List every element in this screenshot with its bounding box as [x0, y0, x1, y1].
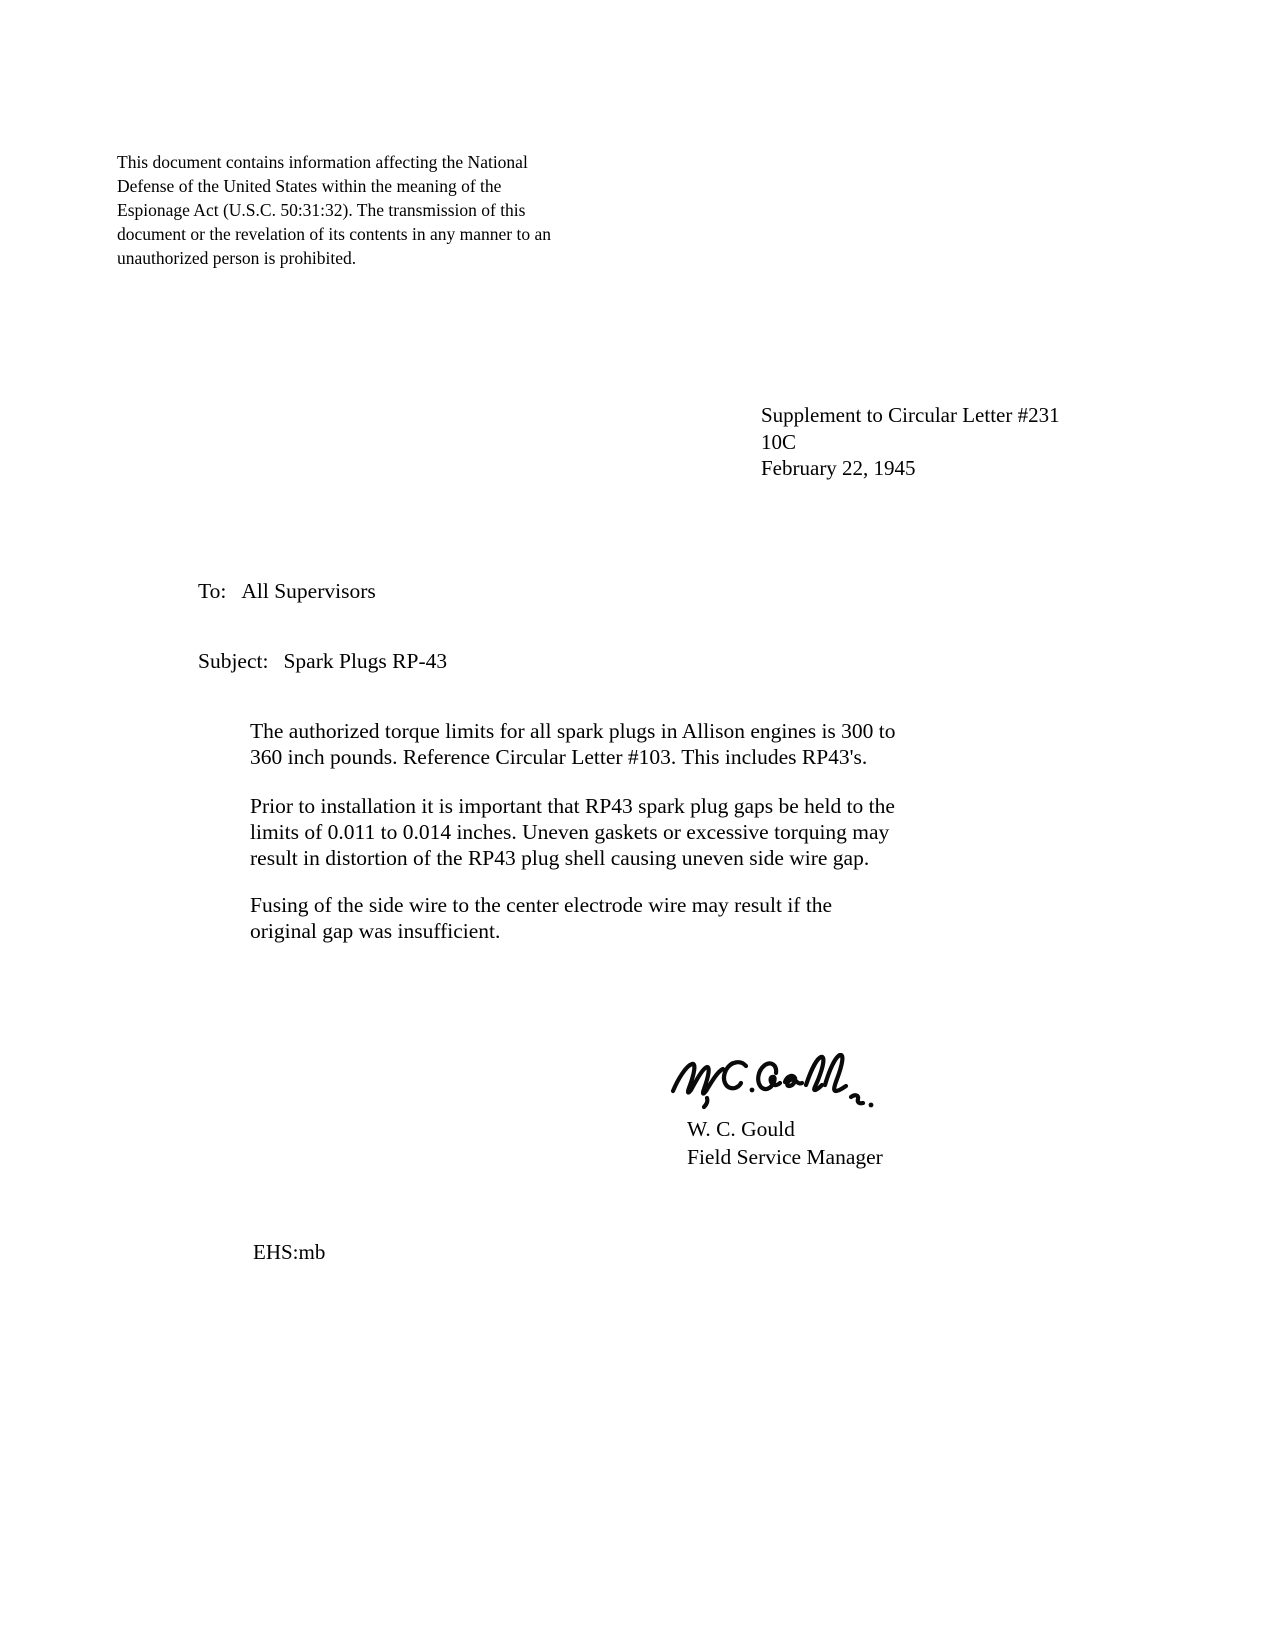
security-notice-line: Defense of the United States within the meaning of the — [117, 176, 502, 196]
to-label: To: — [198, 579, 227, 603]
security-notice-line: Espionage Act (U.S.C. 50:31:32). The transmission of this — [117, 200, 526, 220]
to-line — [198, 579, 376, 604]
body-line: Prior to installation it is important that RP43 spark plug gaps be held to the — [250, 794, 895, 818]
body-line: limits of 0.011 to 0.014 inches. Uneven gaskets or excessive torquing may — [250, 820, 890, 844]
typist-initials: EHS:mb — [253, 1240, 326, 1264]
security-notice-line: unauthorized person is prohibited. — [117, 248, 357, 268]
letter-date: February 22, 1945 — [761, 456, 916, 480]
body-line: 360 inch pounds. Reference Circular Letter #103. This includes RP43's. — [250, 745, 868, 769]
body-line: result in distortion of the RP43 plug shell causing uneven side wire gap. — [250, 846, 870, 870]
reference-block — [761, 402, 1060, 482]
body-line: original gap was insufficient. — [250, 919, 501, 943]
subject-line — [198, 649, 447, 674]
security-notice-line: This document contains information affecting the National — [117, 152, 528, 172]
reference-code: 10C — [761, 429, 797, 454]
body-line: Fusing of the side wire to the center electrode wire may result if the — [250, 893, 833, 917]
supplement-reference: Supplement to Circular Letter #231 — [761, 403, 1060, 427]
handwritten-signature-icon — [670, 1053, 882, 1111]
signature-block — [687, 1115, 883, 1171]
body-paragraph-3 — [250, 892, 1010, 944]
security-notice — [117, 150, 657, 270]
subject-label: Subject: — [198, 649, 269, 673]
subject-value: Spark Plugs RP-43 — [283, 649, 448, 673]
signer-name: W. C. Gould — [687, 1117, 795, 1141]
signer-title: Field Service Manager — [687, 1145, 883, 1169]
body-paragraph-2 — [250, 793, 1010, 871]
body-line: The authorized torque limits for all spark plugs in Allison engines is 300 to — [250, 719, 896, 743]
body-paragraph-1 — [250, 718, 1010, 770]
security-notice-line: document or the revelation of its contents in any manner to an — [117, 224, 551, 244]
to-value: All Supervisors — [241, 579, 376, 603]
